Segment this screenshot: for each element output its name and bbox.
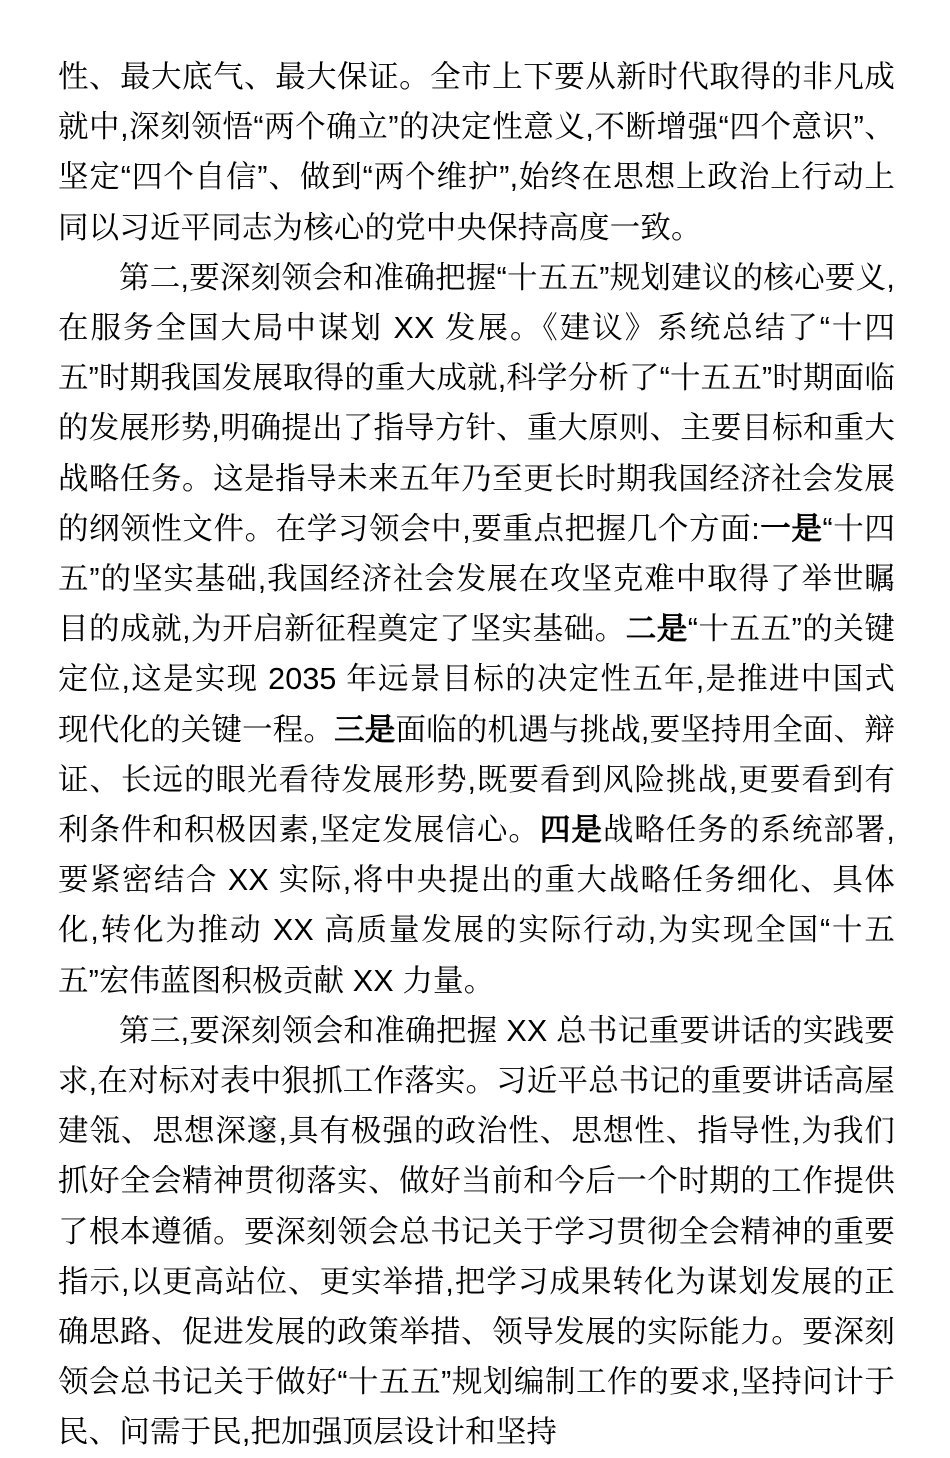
para-3-third-point <box>58 1006 895 1458</box>
emphasis-run: 一是 <box>759 511 823 546</box>
text-run: 性、最大底气、最大保证。全市上下要从新时代取得的非凡成就中,深刻领悟“两个确立”的决定性意义,不断增强“四个意识”、坚定“四个自信”、做到“两个维护”,始终在思想上政治上行动上同以习近平同志为核心的党中央保持高度一致。 <box>58 60 895 245</box>
emphasis-run: 二是 <box>625 612 688 647</box>
document-body <box>58 52 895 1458</box>
text-run: 面临的机遇与挑战,要坚持用全面、辩证、长远的眼光看待发展形势,既要看到风险挑战,更要看到有利条件和积极因素,坚定发展信心。 <box>58 712 895 848</box>
para-1-continuation <box>58 52 895 253</box>
para-2-second-point <box>58 253 895 1006</box>
text-run: “十四五”的坚实基础,我国经济社会发展在攻坚克难中取得了举世瞩目的成就,为开启新征程奠定了坚实基础。 <box>58 511 896 647</box>
emphasis-run: 三是 <box>334 712 396 747</box>
text-run: “十五五”的关键定位,这是实现 2035 年远景目标的决定性五年,是推进中国式现代化的关键一程。 <box>58 612 895 747</box>
emphasis-run: 四是 <box>539 813 603 848</box>
text-run: 战略任务的系统部署,要紧密结合 XX 实际,将中央提出的重大战略任务细化、具体化,转化为推动 XX 高质量发展的实际行动,为实现全国“十五五”宏伟蓝图积极贡献 XX 力量。 <box>58 813 895 998</box>
text-run: 第二,要深刻领会和准确把握“十五五”规划建议的核心要义,在服务全国大局中谋划 XX 发展。《建议》系统总结了“十四五”时期我国发展取得的重大成就,科学分析了“十五五”时期面临的发展形势,明确提出了指导方针、重大原则、主要目标和重大战略任务。这是指导未来五年乃至更长时期我国经济社会发展的纲领性文件。在学习领会中,要重点把握几个方面: <box>58 260 895 546</box>
text-run: 第三,要深刻领会和准确把握 XX 总书记重要讲话的实践要求,在对标对表中狠抓工作落实。习近平总书记的重要讲话高屋建瓴、思想深邃,具有极强的政治性、思想性、指导性,为我们抓好全会精神贯彻落实、做好当前和今后一个时期的工作提供了根本遵循。要深刻领会总书记关于学习贯彻全会精神的重要指示,以更高站位、更实举措,把学习成果转化为谋划发展的正确思路、促进发展的政策举措、领导发展的实际能力。要深刻领会总书记关于做好“十五五”规划编制工作的要求,坚持问计于民、问需于民,把加强顶层设计和坚持 <box>58 1013 895 1450</box>
